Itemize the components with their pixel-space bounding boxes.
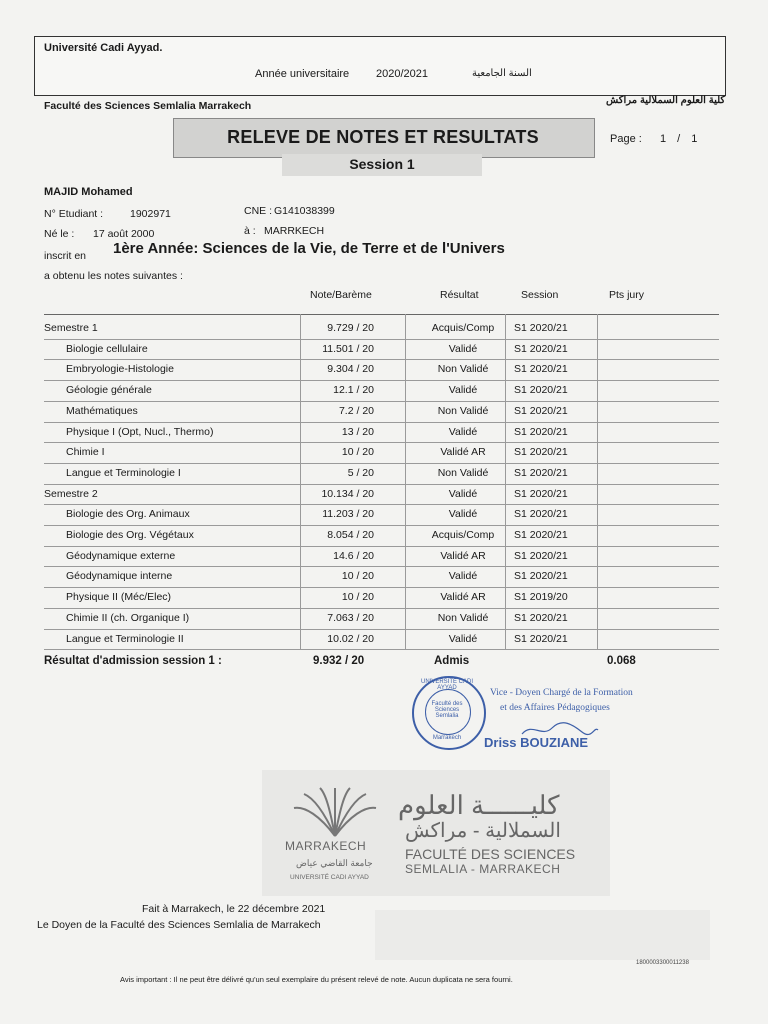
result-cell: Validé bbox=[448, 384, 478, 397]
logo-arabic-line2: السملالية - مراكش bbox=[405, 820, 561, 842]
table-row-rule bbox=[44, 649, 719, 650]
result-cell: Acquis/Comp bbox=[431, 529, 495, 541]
table-column-rule bbox=[300, 314, 301, 649]
result-cell: Validé bbox=[448, 425, 478, 438]
module-name: Biologie cellulaire bbox=[66, 342, 148, 355]
palm-logo-icon bbox=[290, 786, 380, 838]
column-header-pts-jury: Pts jury bbox=[609, 289, 645, 301]
birth-date-label: Né le : bbox=[44, 228, 75, 240]
session-cell: S1 2020/21 bbox=[514, 446, 568, 459]
module-name: Géodynamique externe bbox=[66, 549, 176, 562]
module-name: Géologie générale bbox=[66, 384, 152, 397]
table-column-rule bbox=[597, 314, 598, 649]
result-cell: Validé bbox=[448, 570, 478, 583]
table-row-rule bbox=[44, 380, 719, 381]
column-header-note: Note/Barème bbox=[310, 289, 372, 301]
note-cell: 10 / 20 bbox=[341, 570, 374, 583]
student-id-value: 1902971 bbox=[130, 208, 171, 220]
academic-year-value: 2020/2021 bbox=[376, 68, 428, 80]
table-row-rule bbox=[44, 629, 719, 630]
session-cell: S1 2020/21 bbox=[514, 322, 568, 334]
module-name: Biologie des Org. Animaux bbox=[66, 508, 190, 521]
note-cell: 7.063 / 20 bbox=[327, 611, 374, 624]
table-row-rule bbox=[44, 587, 719, 588]
signatory-name: Driss BOUZIANE bbox=[484, 735, 589, 750]
academic-year-label-arabic: السنة الجامعية bbox=[472, 68, 532, 79]
document-title: RELEVE DE NOTES ET RESULTATS bbox=[227, 127, 539, 147]
session-cell: S1 2020/21 bbox=[514, 466, 568, 479]
table-column-rule bbox=[505, 314, 506, 649]
result-cell: Validé bbox=[448, 632, 478, 645]
note-cell: 13 / 20 bbox=[341, 425, 374, 438]
table-top-rule bbox=[44, 314, 719, 315]
logo-french-line1: FACULTÉ DES SCIENCES bbox=[405, 846, 576, 862]
page-label: Page : bbox=[610, 133, 642, 145]
birth-place-value: MARRKECH bbox=[264, 225, 325, 237]
result-cell: Validé AR bbox=[440, 591, 486, 604]
session-cell: S1 2020/21 bbox=[514, 508, 568, 521]
note-cell: 11.501 / 20 bbox=[322, 342, 374, 355]
module-name: Langue et Terminologie II bbox=[66, 632, 184, 645]
cne-value: G141038399 bbox=[274, 205, 335, 217]
table-row-rule bbox=[44, 608, 719, 609]
table-row-rule bbox=[44, 401, 719, 402]
faculty-name: Faculté des Sciences Semlalia Marrakech bbox=[44, 100, 252, 112]
barcode-number: 1800003300011238 bbox=[636, 960, 689, 966]
module-name: Embryologie-Histologie bbox=[66, 363, 174, 376]
student-name: MAJID Mohamed bbox=[44, 186, 133, 198]
result-cell: Non Validé bbox=[437, 363, 489, 376]
dean-line: Le Doyen de la Faculté des Sciences Semlalia de Marrakech bbox=[37, 919, 321, 931]
table-row-rule bbox=[44, 339, 719, 340]
grades-intro: a obtenu les notes suivantes : bbox=[44, 270, 183, 282]
column-header-session: Session bbox=[521, 289, 559, 301]
session-cell: S1 2020/21 bbox=[514, 611, 568, 624]
result-cell: Validé AR bbox=[440, 549, 486, 562]
module-name: Chimie I bbox=[66, 446, 105, 459]
table-row-rule bbox=[44, 442, 719, 443]
signature-area bbox=[375, 910, 710, 960]
student-id-label: N° Etudiant : bbox=[44, 208, 104, 220]
stamp-center-text: Faculté des Sciences Semlalia bbox=[431, 701, 463, 719]
table-column-rule bbox=[405, 314, 406, 649]
note-cell: 10.134 / 20 bbox=[321, 487, 374, 500]
result-cell: Validé bbox=[448, 342, 478, 355]
note-cell: 10.02 / 20 bbox=[327, 632, 374, 645]
module-name: Mathématiques bbox=[66, 404, 138, 417]
admission-pts-jury: 0.068 bbox=[607, 655, 636, 667]
session-cell: S1 2020/21 bbox=[514, 632, 568, 645]
page-number: 1 / 1 bbox=[660, 133, 698, 145]
stamp-bottom-text: Marrakech bbox=[432, 735, 462, 741]
logo-university-arabic: جامعة القاضي عياض bbox=[296, 858, 373, 868]
module-name: Physique II (Méc/Elec) bbox=[66, 591, 172, 604]
module-name: Chimie II (ch. Organique I) bbox=[66, 611, 190, 624]
note-cell: 5 / 20 bbox=[347, 466, 374, 479]
note-cell: 11.203 / 20 bbox=[322, 508, 374, 521]
table-row-rule bbox=[44, 463, 719, 464]
session-cell: S1 2020/21 bbox=[514, 384, 568, 397]
note-cell: 7.2 / 20 bbox=[338, 404, 374, 417]
birth-place-label: à : bbox=[244, 225, 256, 237]
stamp-ring-text: UNIVERSITÉ CADI AYYAD bbox=[420, 679, 473, 691]
logo-french-line2: SEMLALIA - MARRAKECH bbox=[405, 862, 561, 876]
table-row-rule bbox=[44, 546, 719, 547]
result-cell: Non Validé bbox=[437, 466, 489, 479]
note-cell: 9.729 / 20 bbox=[327, 322, 374, 334]
admission-result-label: Résultat d'admission session 1 : bbox=[44, 655, 222, 667]
result-cell: Non Validé bbox=[437, 611, 489, 624]
birth-date-value: 17 août 2000 bbox=[93, 228, 155, 240]
vice-dean-title-line1: Vice - Doyen Chargé de la Formation bbox=[490, 688, 633, 698]
table-row-rule bbox=[44, 422, 719, 423]
important-notice: Avis important : Il ne peut être délivré qu'un seul exemplaire du présent relevé de note. Aucun duplicata ne sera fourni. bbox=[120, 975, 513, 984]
table-row-rule bbox=[44, 359, 719, 360]
note-cell: 10 / 20 bbox=[341, 591, 374, 604]
table-row-rule bbox=[44, 484, 719, 485]
column-header-result: Résultat bbox=[440, 289, 479, 301]
module-name: Géodynamique interne bbox=[66, 570, 173, 583]
logo-university: UNIVERSITÉ CADI AYYAD bbox=[290, 874, 369, 881]
semester-name: Semestre 1 bbox=[44, 322, 98, 334]
session-cell: S1 2020/21 bbox=[514, 363, 568, 376]
admission-decision: Admis bbox=[434, 655, 470, 667]
session-title: Session 1 bbox=[349, 156, 415, 172]
logo-arabic-line1: كليــــــة العلوم bbox=[398, 790, 560, 820]
module-name: Biologie des Org. Végétaux bbox=[66, 529, 194, 541]
semester-name: Semestre 2 bbox=[44, 487, 98, 500]
note-cell: 14.6 / 20 bbox=[333, 549, 374, 562]
session-cell: S1 2020/21 bbox=[514, 404, 568, 417]
module-name: Langue et Terminologie I bbox=[66, 466, 181, 479]
session-cell: S1 2020/21 bbox=[514, 487, 568, 500]
cne-label: CNE : bbox=[244, 205, 273, 217]
issue-place-date: Fait à Marrakech, le 22 décembre 2021 bbox=[142, 903, 326, 915]
academic-year-label: Année universitaire bbox=[255, 68, 350, 80]
table-row-rule bbox=[44, 525, 719, 526]
university-name: Université Cadi Ayyad. bbox=[44, 42, 163, 54]
note-cell: 8.054 / 20 bbox=[327, 529, 374, 541]
session-cell: S1 2020/21 bbox=[514, 425, 568, 438]
enrolled-program: 1ère Année: Sciences de la Vie, de Terre et de l'Univers bbox=[113, 240, 505, 257]
result-cell: Acquis/Comp bbox=[431, 322, 495, 334]
session-cell: S1 2020/21 bbox=[514, 342, 568, 355]
result-cell: Validé bbox=[448, 487, 478, 500]
session-cell: S1 2020/21 bbox=[514, 529, 568, 541]
session-cell: S1 2020/21 bbox=[514, 549, 568, 562]
table-row-rule bbox=[44, 566, 719, 567]
session-cell: S1 2020/21 bbox=[514, 570, 568, 583]
note-cell: 10 / 20 bbox=[341, 446, 374, 459]
note-cell: 9.304 / 20 bbox=[327, 363, 374, 376]
result-cell: Validé bbox=[448, 508, 478, 521]
vice-dean-title-line2: et des Affaires Pédagogiques bbox=[500, 703, 610, 713]
enrolled-label: inscrit en bbox=[44, 250, 87, 262]
session-cell: S1 2019/20 bbox=[514, 591, 568, 604]
result-cell: Non Validé bbox=[437, 404, 489, 417]
module-name: Physique I (Opt, Nucl., Thermo) bbox=[66, 425, 214, 438]
faculty-name-arabic: كلية العلوم السملالية مراكش bbox=[606, 95, 726, 106]
note-cell: 12.1 / 20 bbox=[333, 384, 374, 397]
admission-result-note: 9.932 / 20 bbox=[313, 655, 365, 667]
table-row-rule bbox=[44, 504, 719, 505]
logo-city: MARRAKECH bbox=[285, 839, 367, 853]
result-cell: Validé AR bbox=[440, 446, 486, 459]
